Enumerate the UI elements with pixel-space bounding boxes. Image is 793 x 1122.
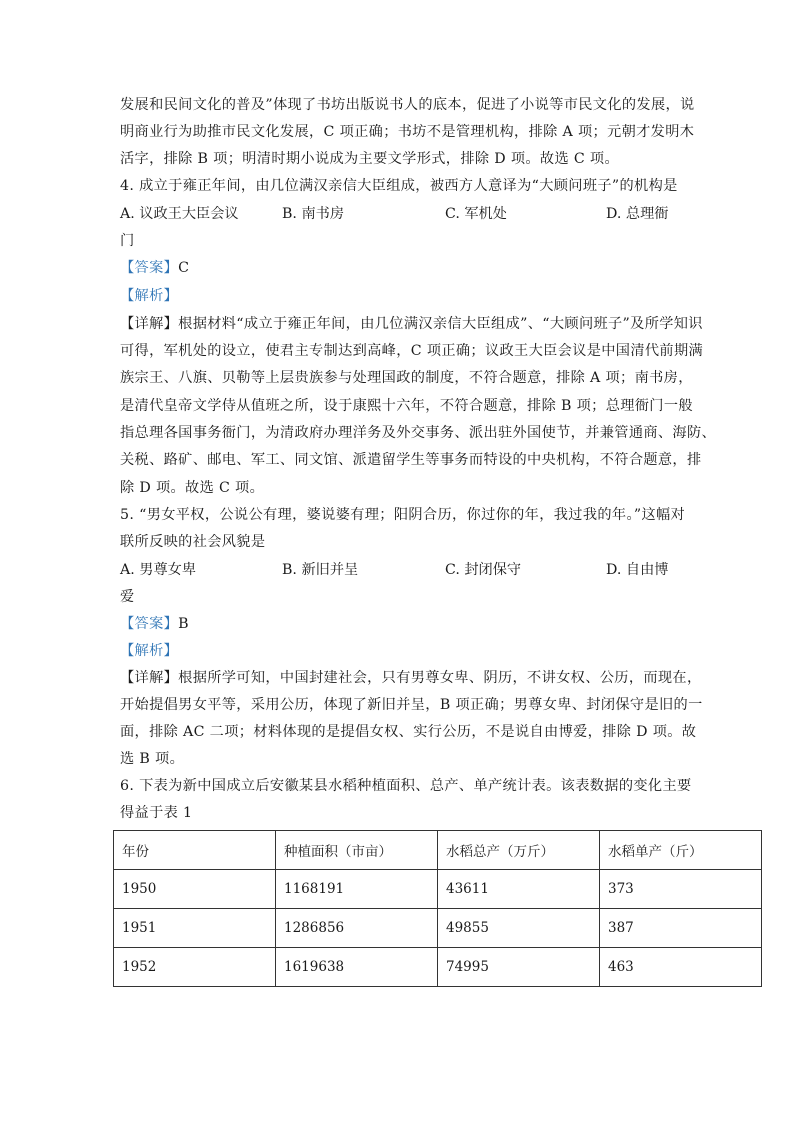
q4-detail-line: 关税、路矿、邮电、军工、同文馆、派遣留学生等事务而特设的中央机构，不符合题意，排	[120, 452, 702, 468]
detail-tag: 【详解】	[120, 670, 179, 686]
q4-option-c: C. 军机处	[445, 206, 507, 222]
table-cell: 1168191	[276, 870, 438, 909]
table-row	[114, 948, 762, 987]
q5-analysis-tag: 【解析】	[120, 643, 179, 659]
q5-detail-line: 开始提倡男女平等，采用公历，体现了新旧并呈，B 项正确；男尊女卑、封闭保守是旧的一	[120, 697, 703, 713]
question-5-stem: 联所反映的社会风貌是	[120, 534, 266, 550]
question-4-stem: 4. 成立于雍正年间，由几位满汉亲信大臣组成，被西方人意译为“大顾问班子”的机构是	[120, 178, 678, 194]
rice-statistics-table	[113, 830, 762, 987]
q5-answer	[120, 614, 189, 634]
table-cell: 463	[600, 948, 762, 987]
q5-option-a: A. 男尊女卑	[120, 562, 197, 578]
table-cell: 373	[600, 870, 762, 909]
table-cell: 43611	[438, 870, 600, 909]
q5-option-d: D. 自由博	[606, 562, 669, 578]
q4-detail-line: 【详解】根据材料“成立于雍正年间，由几位满汉亲信大臣组成”、“大顾问班子”及所学知识	[120, 316, 703, 332]
q4-detail-line: 是清代皇帝文学侍从值班之所，设于康熙十六年，不符合题意，排除 B 项；总理衙门一般	[120, 398, 693, 414]
table-header-cell: 水稻总产（万斤）	[438, 831, 600, 870]
table-cell: 74995	[438, 948, 600, 987]
q4-detail-line: 除 D 项。故选 C 项。	[120, 480, 265, 496]
table-cell: 1619638	[276, 948, 438, 987]
q4-option-b: B. 南书房	[282, 206, 345, 222]
q4-detail-line: 指总理各国事务衙门，为清政府办理洋务及外交事务、派出驻外国使节，并兼管通商、海防、	[120, 425, 717, 441]
q5-detail-line: 【详解】根据所学可知，中国封建社会，只有男尊女卑、阴历，不讲女权、公历，而现在，	[120, 670, 702, 686]
paragraph-line: 发展和民间文化的普及”体现了书坊出版说书人的底本，促进了小说等市民文化的发展，说	[120, 97, 695, 113]
answer-value: B	[178, 616, 189, 632]
question-5-stem: 5. “男女平权，公说公有理，婆说婆有理；阳阴合历，你过你的年，我过我的年。”这幅对	[120, 507, 686, 523]
answer-value: C	[178, 260, 190, 276]
q4-detail-line: 族宗王、八旗、贝勒等上层贵族参与处理国政的制度，不符合题意，排除 A 项；南书房，	[120, 370, 693, 386]
q5-option-b: B. 新旧并呈	[282, 562, 359, 578]
table-row	[114, 870, 762, 909]
paragraph-line: 明商业行为助推市民文化发展，C 项正确；书坊不是管理机构，排除 A 项；元朝才发明木	[120, 124, 695, 140]
question-6-stem: 得益于表 1	[120, 805, 193, 821]
paragraph-line: 活字，排除 B 项；明清时期小说成为主要文学形式，排除 D 项。故选 C 项。	[120, 151, 619, 167]
detail-tag: 【详解】	[120, 316, 179, 332]
table-header-cell: 年份	[114, 831, 276, 870]
q5-detail-line: 面，排除 AC 二项；材料体现的是提倡女权、实行公历，不是说自由博爱，排除 D 项。故	[120, 724, 697, 740]
table-row	[114, 909, 762, 948]
q4-option-d-continued: 门	[120, 233, 135, 249]
answer-tag: 【答案】	[120, 260, 179, 276]
table-header-row	[114, 831, 762, 870]
table-header-cell: 种植面积（市亩）	[276, 831, 438, 870]
table-cell: 1951	[114, 909, 276, 948]
table-cell: 1952	[114, 948, 276, 987]
q4-analysis-tag: 【解析】	[120, 288, 179, 304]
answer-tag: 【答案】	[120, 616, 179, 632]
q4-option-a: A. 议政王大臣会议	[120, 206, 239, 222]
table-cell: 49855	[438, 909, 600, 948]
table-cell: 387	[600, 909, 762, 948]
table-header-cell: 水稻单产（斤）	[600, 831, 762, 870]
q4-answer	[120, 258, 189, 278]
q4-option-d: D. 总理衙	[606, 206, 669, 222]
q5-option-d-continued: 爱	[120, 589, 135, 605]
q5-detail-line: 选 B 项。	[120, 751, 185, 767]
q5-option-c: C. 封闭保守	[445, 562, 522, 578]
table-cell: 1286856	[276, 909, 438, 948]
q4-detail-line: 可得，军机处的设立，使君主专制达到高峰，C 项正确；议政王大臣会议是中国清代前期满	[120, 343, 704, 359]
question-6-stem: 6. 下表为新中国成立后安徽某县水稻种植面积、总产、单产统计表。该表数据的变化主要	[120, 778, 692, 794]
table-cell: 1950	[114, 870, 276, 909]
